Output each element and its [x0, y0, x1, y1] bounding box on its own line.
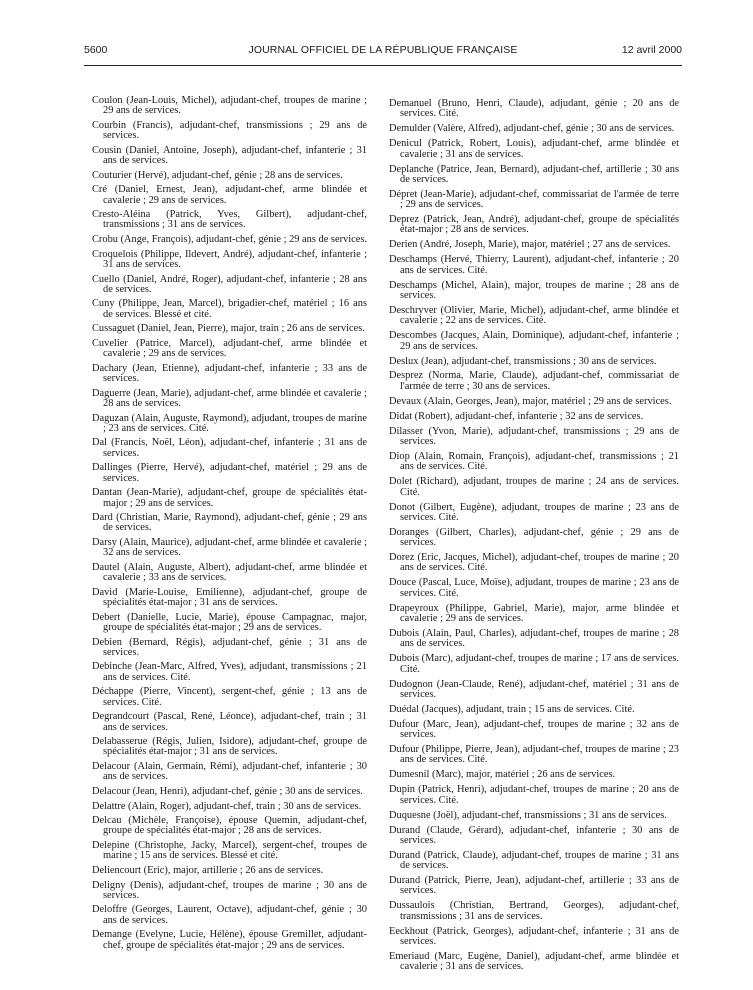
list-item: Dard (Christian, Marie, Raymond), adjudant-chef, génie ; 29 ans de services.	[92, 512, 367, 534]
left-column	[92, 96, 367, 955]
list-item: Deplanche (Patrice, Jean, Bernard), adjudant-chef, artillerie ; 30 ans de services.	[389, 163, 679, 185]
list-item: Duquesne (Joël), adjudant-chef, transmissions ; 31 ans de services.	[389, 809, 667, 821]
list-item: Cussaguet (Daniel, Jean, Pierre), major, train ; 26 ans de services.	[92, 323, 365, 335]
list-item: Dudognon (Jean-Claude, René), adjudant-chef, matériel ; 31 ans de services.	[389, 678, 679, 700]
list-item: Darsy (Alain, Maurice), adjudant-chef, arme blindée et cavalerie ; 32 ans de services.	[92, 537, 367, 559]
list-item: Dautel (Alain, Auguste, Albert), adjudant-chef, arme blindée et cavalerie ; 33 ans de services.	[92, 561, 367, 584]
list-item: Coulon (Jean-Louis, Michel), adjudant-chef, troupes de marine ; 29 ans de services.	[92, 95, 367, 117]
list-item: Dufour (Marc, Jean), adjudant-chef, troupes de marine ; 32 ans de services.	[389, 718, 679, 741]
list-item: Deprez (Patrick, Jean, André), adjudant-chef, groupe de spécialités état-major ; 28 ans de services.	[389, 214, 679, 236]
list-item: Delepine (Christophe, Jacky, Marcel), sergent-chef, troupes de marine ; 15 ans de services. Blessé et cité.	[92, 840, 367, 862]
list-item: Desprez (Norma, Marie, Claude), adjudant-chef, commissariat de l'armée de terre ; 30 ans de services.	[389, 370, 679, 392]
list-item: Dépret (Jean-Marie), adjudant-chef, commissariat de l'armée de terre ; 29 ans de services.	[389, 188, 679, 211]
journal-title: JOURNAL OFFICIEL DE LA RÉPUBLIQUE FRANÇAISE	[248, 44, 518, 56]
list-item: Cré (Daniel, Ernest, Jean), adjudant-chef, arme blindée et cavalerie ; 29 ans de services.	[92, 184, 367, 206]
list-item: Cuvelier (Patrice, Marcel), adjudant-chef, arme blindée et cavalerie ; 29 ans de services.	[92, 337, 367, 360]
list-item: Cuny (Philippe, Jean, Marcel), brigadier-chef, matériel ; 16 ans de services. Blessé et cité.	[92, 298, 367, 320]
page-header	[84, 44, 682, 60]
list-item: Durand (Patrick, Pierre, Jean), adjudant-chef, artillerie ; 33 ans de services.	[389, 875, 679, 897]
list-item: David (Marie-Louise, Emilienne), adjudant-chef, groupe de spécialités état-major ; 31 ans de services.	[92, 586, 367, 609]
list-item: Dal (Francis, Noël, Léon), adjudant-chef, infanterie ; 31 ans de services.	[92, 437, 367, 459]
list-item: Daguzan (Alain, Auguste, Raymond), adjudant, troupes de marine ; 23 ans de services. Cité.	[92, 412, 367, 434]
list-item: Demulder (Valère, Alfred), adjudant-chef, génie ; 30 ans de services.	[389, 123, 675, 135]
issue-date: 12 avril 2000	[621, 44, 682, 56]
list-item: Derien (André, Joseph, Marie), major, matériel ; 27 ans de services.	[389, 239, 671, 251]
list-item: Duédal (Jacques), adjudant, train ; 15 ans de services. Cité.	[389, 703, 635, 715]
list-item: Deschamps (Michel, Alain), major, troupes de marine ; 28 ans de services.	[389, 279, 679, 301]
list-item: Doranges (Gilbert, Charles), adjudant-chef, génie ; 29 ans de services.	[389, 526, 679, 549]
list-item: Eeckhout (Patrick, Georges), adjudant-chef, infanterie ; 31 ans de services.	[389, 925, 679, 948]
list-item: Déchappe (Pierre, Vincent), sergent-chef, génie ; 13 ans de services. Cité.	[92, 686, 367, 708]
list-item: Deloffre (Georges, Laurent, Octave), adjudant-chef, génie ; 30 ans de services.	[92, 904, 367, 926]
list-item: Dolet (Richard), adjudant, troupes de marine ; 24 ans de services. Cité.	[389, 476, 679, 498]
list-item: Degrandcourt (Pascal, René, Léonce), adjudant-chef, train ; 31 ans de services.	[92, 711, 367, 733]
list-item: Dallinges (Pierre, Hervé), adjudant-chef, matériel ; 29 ans de services.	[92, 462, 367, 484]
list-item: Dubois (Alain, Paul, Charles), adjudant-chef, troupes de marine ; 28 ans de services.	[389, 627, 679, 650]
list-item: Diop (Alain, Romain, François), adjudant-chef, transmissions ; 21 ans de services. Cité.	[389, 451, 679, 473]
list-item: Deliencourt (Eric), major, artillerie ; 26 ans de services.	[92, 864, 324, 876]
list-item: Demange (Evelyne, Lucie, Hélène), épouse Gremillet, adjudant-chef, groupe de spécialités état-major ; 29 ans de services.	[92, 929, 367, 951]
list-item: Durand (Patrick, Claude), adjudant-chef, troupes de marine ; 31 ans de services.	[389, 849, 679, 872]
list-item: Delcau (Michèle, Françoise), épouse Quemin, adjudant-chef, groupe de spécialités état-major ; 28 ans de services.	[92, 815, 367, 837]
list-item: Dilasser (Yvon, Marie), adjudant-chef, transmissions ; 29 ans de services.	[389, 425, 679, 448]
list-item: Dubois (Marc), adjudant-chef, troupes de marine ; 17 ans de services. Cité.	[389, 653, 679, 675]
list-item: Drapeyroux (Philippe, Gabriel, Marie), major, arme blindée et cavalerie ; 29 ans de services.	[389, 602, 679, 624]
list-item: Dussaulois (Christian, Bertrand, Georges), adjudant-chef, transmissions ; 31 ans de services.	[389, 900, 679, 922]
list-item: Cuello (Daniel, André, Roger), adjudant-chef, infanterie ; 28 ans de services.	[92, 273, 367, 295]
list-item: Durand (Claude, Gérard), adjudant-chef, infanterie ; 30 ans de services.	[389, 824, 679, 846]
list-item: Dufour (Philippe, Pierre, Jean), adjudant-chef, troupes de marine ; 23 ans de services. Cité.	[389, 744, 679, 766]
list-item: Didat (Robert), adjudant-chef, infanterie ; 32 ans de services.	[389, 410, 644, 422]
list-item: Delattre (Alain, Roger), adjudant-chef, train ; 30 ans de services.	[92, 800, 362, 812]
list-item: Emeriaud (Marc, Eugène, Daniel), adjudant-chef, arme blindée et cavalerie ; 31 ans de services.	[389, 951, 679, 973]
list-item: Deligny (Denis), adjudant-chef, troupes de marine ; 30 ans de services.	[92, 879, 367, 901]
list-item: Crobu (Ange, François), adjudant-chef, génie ; 29 ans de services.	[92, 234, 367, 246]
list-item: Dorez (Eric, Jacques, Michel), adjudant-chef, troupes de marine ; 20 ans de services. Cité.	[389, 552, 679, 574]
list-item: Debinche (Jean-Marc, Alfred, Yves), adjudant, transmissions ; 21 ans de services. Cité.	[92, 661, 367, 683]
list-item: Cousin (Daniel, Antoine, Joseph), adjudant-chef, infanterie ; 31 ans de services.	[92, 144, 367, 167]
right-column	[389, 99, 679, 977]
list-item: Courbin (Francis), adjudant-chef, transmissions ; 29 ans de services.	[92, 119, 367, 142]
list-item: Delacour (Jean, Henri), adjudant-chef, génie ; 30 ans de services.	[92, 785, 363, 797]
list-item: Douce (Pascal, Luce, Moïse), adjudant, troupes de marine ; 23 ans de services. Cité.	[389, 577, 679, 599]
list-item: Delacour (Alain, Germain, Rémi), adjudant-chef, infanterie ; 30 ans de services.	[92, 761, 367, 783]
list-item: Deschryver (Olivier, Marie, Michel), adjudant-chef, arme blindée et cavalerie ; 22 ans de services. Cité.	[389, 304, 679, 327]
list-item: Devaux (Alain, Georges, Jean), major, matériel ; 29 ans de services.	[389, 395, 672, 407]
list-item: Descombes (Jacques, Alain, Dominique), adjudant-chef, infanterie ; 29 ans de services.	[389, 330, 679, 352]
list-item: Croquelois (Philippe, Ildevert, André), adjudant-chef, infanterie ; 31 ans de services.	[92, 248, 367, 270]
page-number: 5600	[84, 44, 108, 56]
list-item: Denicul (Patrick, Robert, Louis), adjudant-chef, arme blindée et cavalerie ; 31 ans de services.	[389, 138, 679, 160]
list-item: Delabasserue (Régis, Julien, Isidore), adjudant-chef, groupe de spécialités état-major ; 31 ans de services.	[92, 736, 367, 758]
header-rule	[84, 65, 682, 66]
list-item: Dachary (Jean, Etienne), adjudant-chef, infanterie ; 33 ans de services.	[92, 362, 367, 385]
list-item: Deslux (Jean), adjudant-chef, transmissions ; 30 ans de services.	[389, 355, 657, 367]
list-item: Dumesnil (Marc), major, matériel ; 26 ans de services.	[389, 769, 616, 781]
list-item: Debert (Danielle, Lucie, Marie), épouse Campagnac, major, groupe de spécialités état-major ; 29 ans de services.	[92, 611, 367, 633]
list-item: Debien (Bernard, Régis), adjudant-chef, génie ; 31 ans de services.	[92, 636, 367, 658]
list-item: Dupin (Patrick, Henri), adjudant-chef, troupes de marine ; 20 ans de services. Cité.	[389, 784, 679, 806]
list-item: Donot (Gilbert, Eugène), adjudant, troupes de marine ; 23 ans de services. Cité.	[389, 501, 679, 523]
list-item: Daguerre (Jean, Marie), adjudant-chef, arme blindée et cavalerie ; 28 ans de services.	[92, 387, 367, 409]
list-item: Cresto-Aléina (Patrick, Yves, Gilbert), adjudant-chef, transmissions ; 31 ans de services.	[92, 209, 367, 231]
list-item: Dantan (Jean-Marie), adjudant-chef, groupe de spécialités état-major ; 29 ans de services.	[92, 487, 367, 509]
list-item: Demanuel (Bruno, Henri, Claude), adjudant, génie ; 20 ans de services. Cité.	[389, 98, 679, 120]
list-item: Couturier (Hervé), adjudant-chef, génie ; 28 ans de services.	[92, 169, 343, 181]
list-item: Deschamps (Hervé, Thierry, Laurent), adjudant-chef, infanterie ; 20 ans de services. Cité.	[389, 254, 679, 276]
